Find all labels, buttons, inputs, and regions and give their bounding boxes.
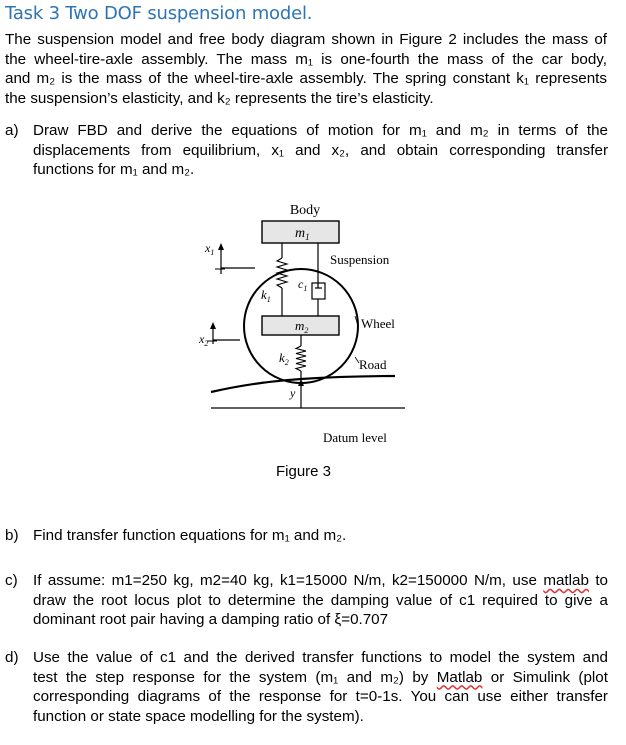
intro-line: and m₂ is the mass of the wheel-tire-axle assembly. The spring constant k₁ represents [5,70,607,87]
intro-line: The suspension model and free body diagram shown in Figure 2 includes the mass of [5,31,607,48]
y-label: y [290,386,296,400]
question-line: corresponding diagrams of the response for t=0-1s. You can use either transfer [33,688,608,705]
m2-label: $m_2$ [295,318,309,335]
k2-label: $k_2$ [279,350,289,367]
intro-paragraph [5,30,607,108]
c1-label: $c_1$ [298,277,308,293]
question-line: draw the root locus plot to determine the damping value of c1 required to give a [33,591,608,609]
task-title: Task 3 Two DOF suspension model. [5,3,313,24]
question-text [33,121,608,180]
question-line: displacements from equilibrium, x₁ and x₂, and obtain corresponding transfer [33,141,608,159]
intro-line: the suspension’s elasticity, and k₂ represents the tire’s elasticity. [5,89,434,107]
question-label: a) [5,122,19,139]
body-label: Body [289,203,321,218]
question-line: dominant root pair having a damping ratio of ξ=0.707 [33,611,389,628]
k1-label: $k_1$ [261,287,271,304]
datum-label: Datum level [323,430,387,445]
x2-label: $x_2$ [199,332,209,348]
question-line: functions for m₁ and m₂. [33,161,195,178]
question-text [33,571,608,630]
intro-line: the wheel-tire-axle assembly. The mass m₁ is one-fourth the mass of the car body, [5,50,607,68]
road-label: Road [359,357,387,372]
x1-label: $x_1$ [205,241,215,257]
spellcheck-word: matlab [543,572,589,589]
text-run: If assume: m1=250 kg, m2=40 kg, k1=15000 N/m, k2=150000 N/m, use [33,572,537,589]
question-line: Use the value of c1 and the derived transfer functions to model the system and [33,649,608,666]
question-line [33,668,608,688]
question-label: c) [5,572,18,589]
figure-caption: Figure 3 [276,463,332,480]
wheel-label: Wheel [361,316,395,331]
text-run: or Simulink (plot [490,668,608,686]
m1-label: $m_1$ [295,226,310,242]
text-run: to [595,572,608,589]
question-line [33,571,608,591]
spellcheck-word: Matlab [436,668,483,686]
suspension-diagram [195,196,425,456]
question-label: d) [5,649,19,666]
text-run: test the step response for the system (m₁ and m₂) by [33,668,429,686]
question-text [33,648,608,726]
question-line: function or state space modelling for the system). [33,707,364,725]
suspension-figure [195,196,425,456]
question-line: Find transfer function equations for m₁ and m₂. [33,527,347,544]
question-label: b) [5,527,19,544]
question-line: Draw FBD and derive the equations of motion for m₁ and m₂ in terms of the [33,122,608,139]
question-text [33,526,608,546]
suspension-label: Suspension [330,252,390,267]
